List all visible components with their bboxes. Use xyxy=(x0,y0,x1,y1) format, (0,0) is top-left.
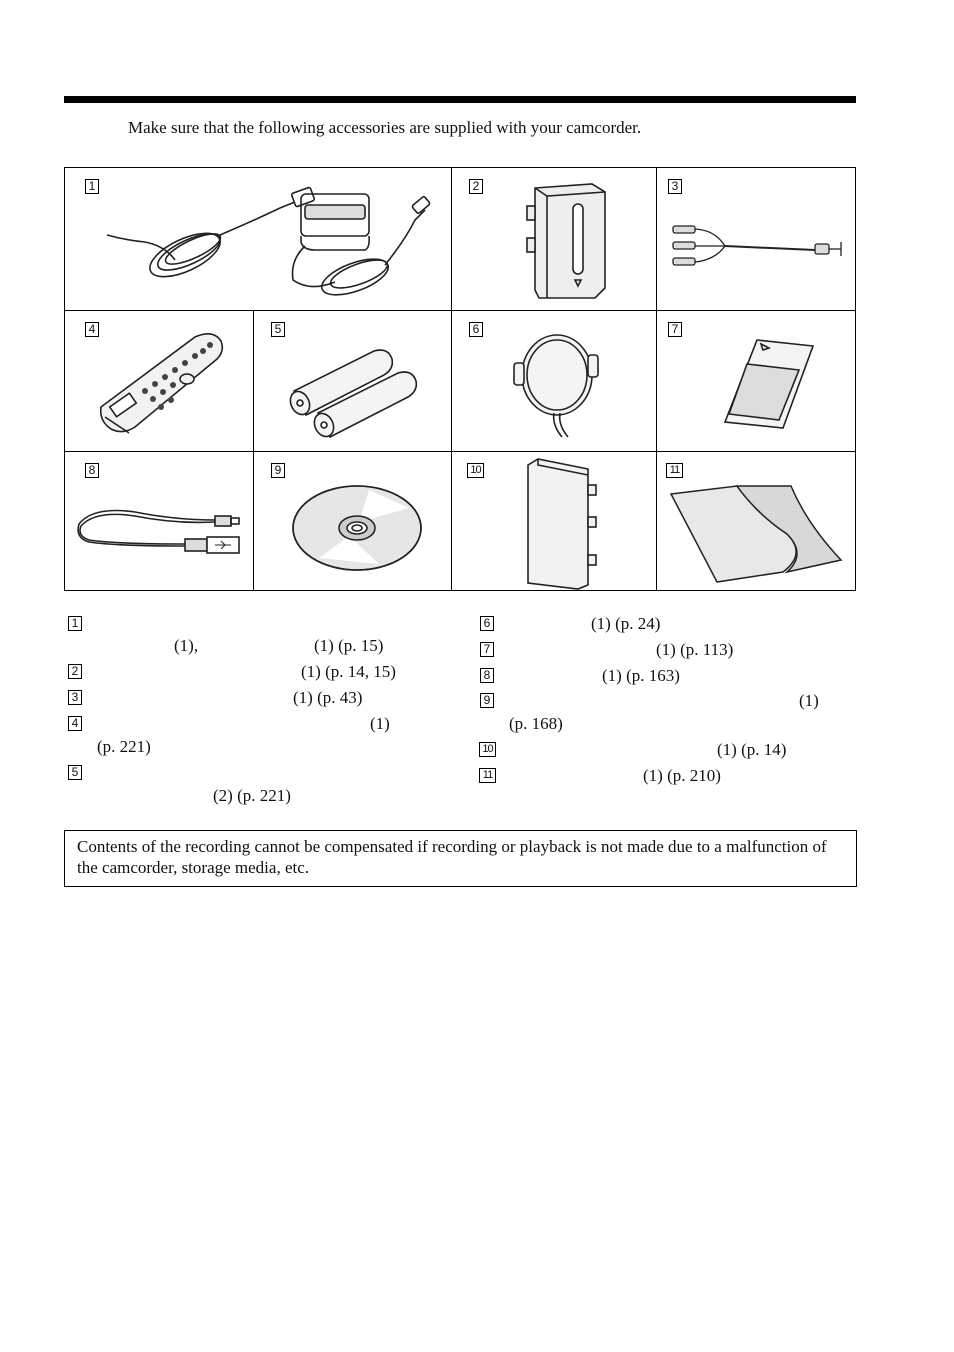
list-number: 9 xyxy=(480,693,494,708)
figure-6 xyxy=(452,311,656,451)
usb-cable-icon xyxy=(75,502,250,562)
figure-number: 9 xyxy=(271,463,285,478)
battery-pack-icon xyxy=(517,178,617,303)
terminal-cover-icon xyxy=(518,455,618,590)
figure-2 xyxy=(452,168,656,310)
figure-number: 1 xyxy=(85,179,99,194)
figure-number: 8 xyxy=(85,463,99,478)
figure-number: 2 xyxy=(469,179,483,194)
aa-batteries-icon xyxy=(284,341,434,441)
note-box: Contents of the recording cannot be compensated if recording or playback is not made due to a malfunction of the camcorder, storage media, etc. xyxy=(64,830,857,887)
figure-number: 5 xyxy=(271,322,285,337)
figure-number: 3 xyxy=(668,179,682,194)
list-number: 6 xyxy=(480,616,494,631)
list-number: 4 xyxy=(68,716,82,731)
figure-number: 6 xyxy=(469,322,483,337)
figure-number: 7 xyxy=(668,322,682,337)
figure-11 xyxy=(657,452,856,591)
accessory-grid xyxy=(64,167,856,591)
list-number: 2 xyxy=(68,664,82,679)
figure-8 xyxy=(65,452,253,591)
list-number: 11 xyxy=(479,768,496,783)
lens-cap-icon xyxy=(512,325,612,440)
cd-rom-icon xyxy=(289,478,429,578)
list-number: 3 xyxy=(68,690,82,705)
figure-number: 10 xyxy=(467,463,484,478)
figure-10 xyxy=(452,452,656,591)
figure-9 xyxy=(254,452,451,591)
top-rule xyxy=(64,96,856,103)
ac-adaptor-icon xyxy=(105,180,435,305)
remote-commander-icon xyxy=(95,329,235,439)
figure-5 xyxy=(254,311,451,451)
figure-4 xyxy=(65,311,253,451)
figure-number: 4 xyxy=(85,322,99,337)
figure-7 xyxy=(657,311,856,451)
figure-3 xyxy=(657,168,856,310)
figure-1 xyxy=(65,168,451,310)
list-number: 1 xyxy=(68,616,82,631)
memory-stick-icon xyxy=(717,336,817,436)
list-number: 10 xyxy=(479,742,496,757)
cleaning-cloth-icon xyxy=(667,484,847,584)
av-cable-icon xyxy=(665,220,850,280)
list-number: 5 xyxy=(68,765,82,780)
list-number: 8 xyxy=(480,668,494,683)
intro-text: Make sure that the following accessories are supplied with your camcorder. xyxy=(128,118,642,137)
figure-number: 11 xyxy=(666,463,683,478)
list-number: 7 xyxy=(480,642,494,657)
